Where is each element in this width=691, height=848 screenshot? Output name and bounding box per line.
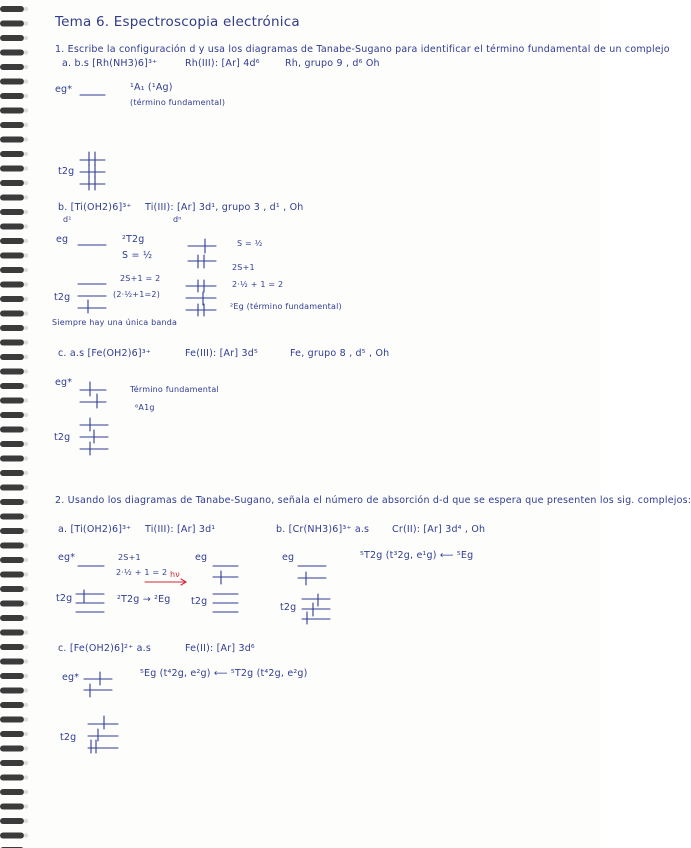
q1b-eg-label: eg	[56, 234, 69, 245]
q2b-transition: ⁵T2g (t³2g, e¹g) ⟵ ⁵Eg	[360, 550, 474, 561]
q1c-group: Fe, grupo 8 , d⁵ , Oh	[290, 348, 390, 359]
q1c-term: ⁶A1g	[135, 403, 155, 412]
q1c-eg-label: eg*	[55, 377, 73, 388]
q2a-calc: 2·½ + 1 = 2	[116, 568, 168, 577]
q1b-note: Siempre hay una única banda	[52, 318, 178, 327]
q2c-config: Fe(II): [Ar] 3d⁶	[185, 643, 255, 654]
q2c-label: c. [Fe(OH2)6]²⁺ a.s	[58, 643, 152, 654]
q2a-t2g2-label: t2g	[191, 596, 208, 607]
q1c-term-note: Término fundamental	[130, 385, 219, 394]
q2-statement: 2. Usando los diagramas de Tanabe-Sugano, señala el número de absorción d-d que se espera que presenten los sig. complejos:	[55, 495, 691, 506]
q1b-spin: S = ½	[122, 250, 153, 261]
q1b-multiplicity-calc: (2·½+1=2)	[113, 290, 161, 299]
q1-statement: 1. Escribe la configuración d y usa los diagramas de Tanabe-Sugano para identificar el término fundamental de un complejo	[55, 44, 670, 55]
q1a-config: Rh(III): [Ar] 4d⁶	[185, 58, 260, 69]
q1b-dn: dⁿ	[173, 215, 182, 224]
q1b-calc-right: 2·½ + 1 = 2	[232, 280, 284, 289]
q1b-term-right: ²Eg (término fundamental)	[230, 302, 342, 311]
q1a-eg-label: eg*	[55, 84, 73, 95]
q1a-t2g-label: t2g	[58, 166, 75, 177]
q2a-multiplicity: 2S+1	[118, 553, 141, 562]
q2a-transition: ²T2g → ²Eg	[117, 594, 171, 605]
q2a-eg2-label: eg	[195, 552, 208, 563]
q1a-term-note: (término fundamental)	[130, 98, 226, 107]
q1b-d1: d¹	[63, 215, 72, 224]
q1a-label: a. b.s [Rh(NH3)6]³⁺	[62, 58, 158, 69]
q1a-group: Rh, grupo 9 , d⁶ Oh	[285, 58, 380, 69]
q2a-label: a. [Ti(OH2)6]³⁺	[58, 524, 132, 535]
q1c-config: Fe(III): [Ar] 3d⁵	[185, 348, 258, 359]
q2c-t2g-label: t2g	[60, 732, 77, 743]
page-title: Tema 6. Espectroscopia electrónica	[55, 14, 300, 30]
q1b-t2g-label: t2g	[54, 292, 71, 303]
q2a-config: Ti(III): [Ar] 3d¹	[145, 524, 216, 535]
q2b-t2g-label: t2g	[280, 602, 297, 613]
q1b-label: b. [Ti(OH2)6]³⁺	[58, 202, 132, 213]
q1c-t2g-label: t2g	[54, 432, 71, 443]
q1b-term: ²T2g	[122, 234, 145, 245]
q2a-hv: hν	[170, 570, 180, 579]
q1b-multiplicity: 2S+1 = 2	[120, 274, 161, 283]
q1b-multiplicity-right: 2S+1	[232, 263, 255, 272]
q1c-label: c. a.s [Fe(OH2)6]³⁺	[58, 348, 152, 359]
q2b-config: Cr(II): [Ar] 3d⁴ , Oh	[392, 524, 486, 535]
q2b-eg-label: eg	[282, 552, 295, 563]
q2c-eg-label: eg*	[62, 672, 80, 683]
q1b-spin-right: S = ½	[237, 239, 263, 248]
q2a-t2g-label: t2g	[56, 593, 73, 604]
q1b-config: Ti(III): [Ar] 3d¹, grupo 3 , d¹ , Oh	[145, 202, 304, 213]
q2b-label: b. [Cr(NH3)6]³⁺ a.s	[276, 524, 370, 535]
q1a-term: ¹A₁ (¹Ag)	[130, 82, 173, 93]
q2c-transition: ⁵Eg (t⁴2g, e²g) ⟵ ⁵T2g (t⁴2g, e²g)	[140, 668, 308, 679]
q2a-eg-label: eg*	[58, 552, 76, 563]
